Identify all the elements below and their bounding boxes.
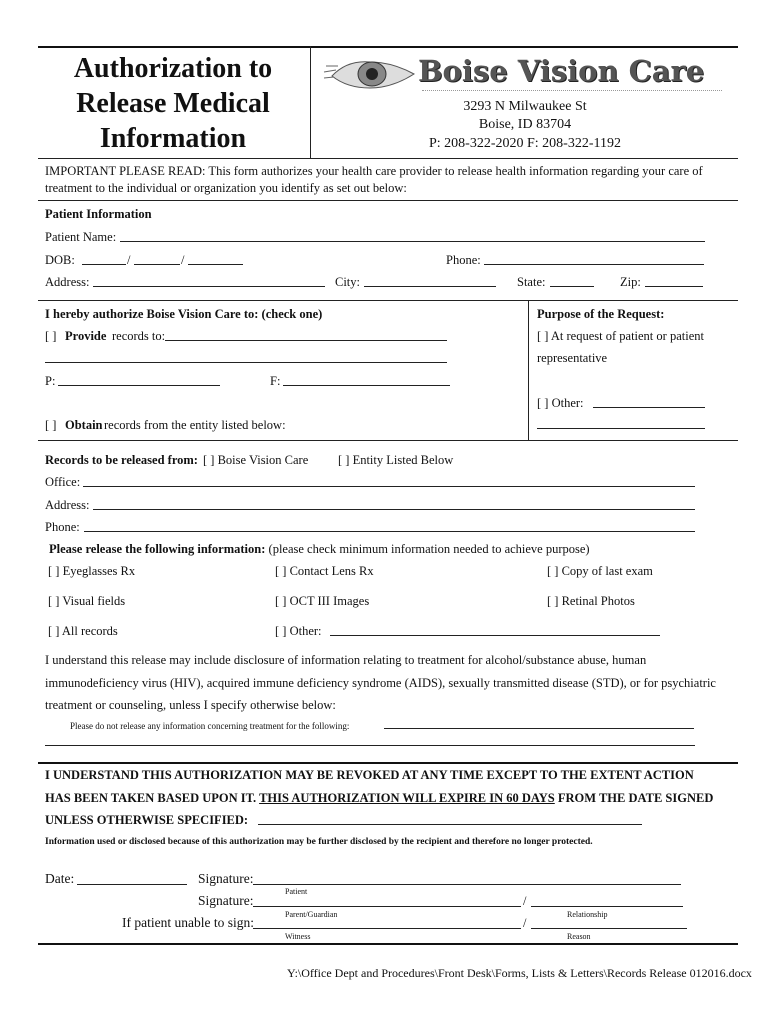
witness-slash: / — [523, 916, 527, 930]
obtain-records-from: records from the entity listed below: — [104, 418, 286, 432]
guardian-slash: / — [523, 894, 527, 908]
released-address-label: Address: — [45, 498, 90, 512]
purpose-patient-request[interactable]: [ ] At request of patient or patient — [537, 329, 704, 343]
disclosure-exclusion-field[interactable] — [384, 728, 694, 729]
disclosure-line1: I understand this release may include disclosure of information relating to treatment for alcohol/substance abuse, human — [45, 653, 647, 667]
disclosure-exclusion-label: Please do not release any information concerning treatment for the following: — [70, 721, 350, 731]
item-contact-lens-rx[interactable]: [ ] Contact Lens Rx — [275, 564, 374, 578]
unable-to-sign-label: If patient unable to sign: — [122, 915, 254, 930]
authorize-divider — [528, 300, 529, 440]
address-label: Address: — [45, 275, 90, 289]
item-eyeglasses-rx[interactable]: [ ] Eyeglasses Rx — [48, 564, 136, 578]
state-field[interactable] — [550, 286, 594, 287]
bottom-rule — [38, 943, 738, 945]
released-from-entity[interactable]: [ ] Entity Listed Below — [338, 453, 454, 467]
released-address-field[interactable] — [93, 509, 695, 510]
release-info-heading — [49, 542, 590, 556]
phone-field[interactable] — [484, 264, 704, 265]
disclosure-exclusion-field-2[interactable] — [45, 745, 695, 746]
zip-field[interactable] — [645, 286, 703, 287]
obtain-checkbox[interactable]: [ ] — [45, 418, 57, 432]
provide-records-field[interactable] — [165, 340, 447, 341]
address-field[interactable] — [93, 286, 325, 287]
city-label: City: — [335, 275, 361, 289]
witness-caption: Witness — [285, 932, 311, 941]
intro-line1: IMPORTANT PLEASE READ: This form authorizes your health care provider to release health information regarding your care of — [45, 164, 703, 178]
revoke-expire: THIS AUTHORIZATION WILL EXPIRE IN 60 DAYS — [259, 791, 555, 805]
revoke-line3: UNLESS OTHERWISE SPECIFIED: — [45, 813, 249, 827]
authorize-heading: I hereby authorize Boise Vision Care to: (check one) — [45, 307, 323, 321]
top-rule — [38, 46, 738, 48]
footer-file-path: Y:\Office Dept and Procedures\Front Desk\Forms, Lists & Letters\Records Release 012016.docx — [287, 966, 752, 980]
otherwise-specified-field[interactable] — [258, 824, 642, 825]
header-bottom-rule — [38, 158, 738, 159]
signature-label: Signature: — [198, 871, 254, 886]
office-field[interactable] — [83, 486, 695, 487]
patient-section-rule — [38, 300, 738, 301]
item-other[interactable]: [ ] Other: — [275, 624, 322, 638]
date-label: Date: — [45, 871, 75, 886]
dob-year-field[interactable] — [188, 264, 243, 265]
revoke-line2c: FROM THE DATE SIGNED — [557, 791, 714, 805]
date-field[interactable] — [77, 884, 187, 885]
purpose-other[interactable]: [ ] Other: — [537, 396, 584, 410]
guardian-signature-field[interactable] — [253, 906, 521, 907]
form-title-line2: Release Medical — [76, 88, 270, 119]
provide-records-field-2[interactable] — [45, 362, 447, 363]
patient-name-field[interactable] — [120, 241, 705, 242]
provide-records-to: records to: — [112, 329, 166, 343]
form-title-line3: Information — [99, 123, 247, 154]
logo — [322, 52, 732, 92]
logo-text: Boise Vision Care — [418, 54, 705, 88]
obtain-label: Obtain — [65, 418, 103, 432]
relationship-caption: Relationship — [567, 910, 608, 919]
eye-logo-icon — [322, 52, 422, 92]
provide-checkbox[interactable]: [ ] — [45, 329, 57, 343]
revoke-line2a: HAS BEEN TAKEN BASED UPON IT. — [45, 791, 257, 805]
item-oct-images[interactable]: [ ] OCT III Images — [275, 594, 370, 608]
patient-caption: Patient — [285, 887, 308, 896]
release-info-heading-rest: (please check minimum information needed to achieve purpose) — [268, 542, 590, 556]
city-field[interactable] — [364, 286, 496, 287]
purpose-representative: representative — [537, 351, 608, 365]
signature2-label: Signature: — [198, 893, 254, 908]
zip-label: Zip: — [620, 275, 641, 289]
item-visual-fields[interactable]: [ ] Visual fields — [48, 594, 126, 608]
intro-line2: treatment to the individual or organization you identify as set out below: — [45, 181, 407, 195]
item-retinal-photos[interactable]: [ ] Retinal Photos — [547, 594, 635, 608]
revoke-note: Information used or disclosed because of this authorization may be further disclosed by the recipient and therefore no longer protected. — [45, 837, 593, 847]
state-label: State: — [517, 275, 546, 289]
dob-slash-1: / — [127, 253, 131, 267]
disclosure-line2: immunodeficiency virus (HIV), acquired immune deficiency syndrome (AIDS), sexually transmitted disease (STD), or for psychiatric — [45, 676, 716, 690]
form-title-line1: Authorization to — [73, 53, 273, 84]
reason-field[interactable] — [531, 928, 687, 929]
reason-caption: Reason — [567, 932, 591, 941]
item-other-field[interactable] — [330, 635, 660, 636]
logo-underline — [422, 90, 722, 91]
dob-month-field[interactable] — [82, 264, 126, 265]
provide-f-label: F: — [270, 374, 281, 388]
patient-info-heading: Patient Information — [45, 207, 152, 221]
released-from-label: Records to be released from: — [45, 453, 198, 467]
revoke-line2 — [45, 791, 713, 805]
disclosure-line3: treatment or counseling, unless I specify otherwise below: — [45, 698, 336, 712]
release-info-heading-bold: Please release the following information: — [49, 542, 266, 556]
patient-name-label: Patient Name: — [45, 230, 117, 244]
clinic-address-line1: 3293 N Milwaukee St — [463, 99, 587, 114]
purpose-other-field[interactable] — [593, 407, 705, 408]
authorize-section-rule — [38, 440, 738, 441]
witness-field[interactable] — [253, 928, 521, 929]
revoke-line1: I UNDERSTAND THIS AUTHORIZATION MAY BE REVOKED AT ANY TIME EXCEPT TO THE EXTENT ACTION — [45, 768, 694, 782]
dob-day-field[interactable] — [134, 264, 180, 265]
released-phone-field[interactable] — [84, 531, 695, 532]
phone-label: Phone: — [446, 253, 481, 267]
provide-p-label: P: — [45, 374, 56, 388]
item-all-records[interactable]: [ ] All records — [48, 624, 118, 638]
purpose-other-field-2[interactable] — [537, 428, 705, 429]
provide-p-field[interactable] — [58, 385, 220, 386]
provide-f-field[interactable] — [283, 385, 450, 386]
provide-label: Provide — [65, 329, 107, 343]
released-phone-label: Phone: — [45, 520, 80, 534]
clinic-address-line2: Boise, ID 83704 — [478, 117, 572, 132]
relationship-field[interactable] — [531, 906, 683, 907]
office-label: Office: — [45, 475, 81, 489]
patient-signature-field[interactable] — [253, 884, 681, 885]
purpose-heading: Purpose of the Request: — [537, 307, 665, 321]
dob-label: DOB: — [45, 253, 75, 267]
item-copy-last-exam[interactable]: [ ] Copy of last exam — [547, 564, 653, 578]
guardian-caption: Parent/Guardian — [285, 910, 338, 919]
released-from-bvc[interactable]: [ ] Boise Vision Care — [203, 453, 309, 467]
revoke-top-rule — [38, 762, 738, 764]
dob-slash-2: / — [181, 253, 185, 267]
clinic-phone-fax: P: 208-322-2020 F: 208-322-1192 — [429, 136, 621, 151]
header-divider — [310, 46, 311, 158]
intro-rule — [38, 200, 738, 201]
